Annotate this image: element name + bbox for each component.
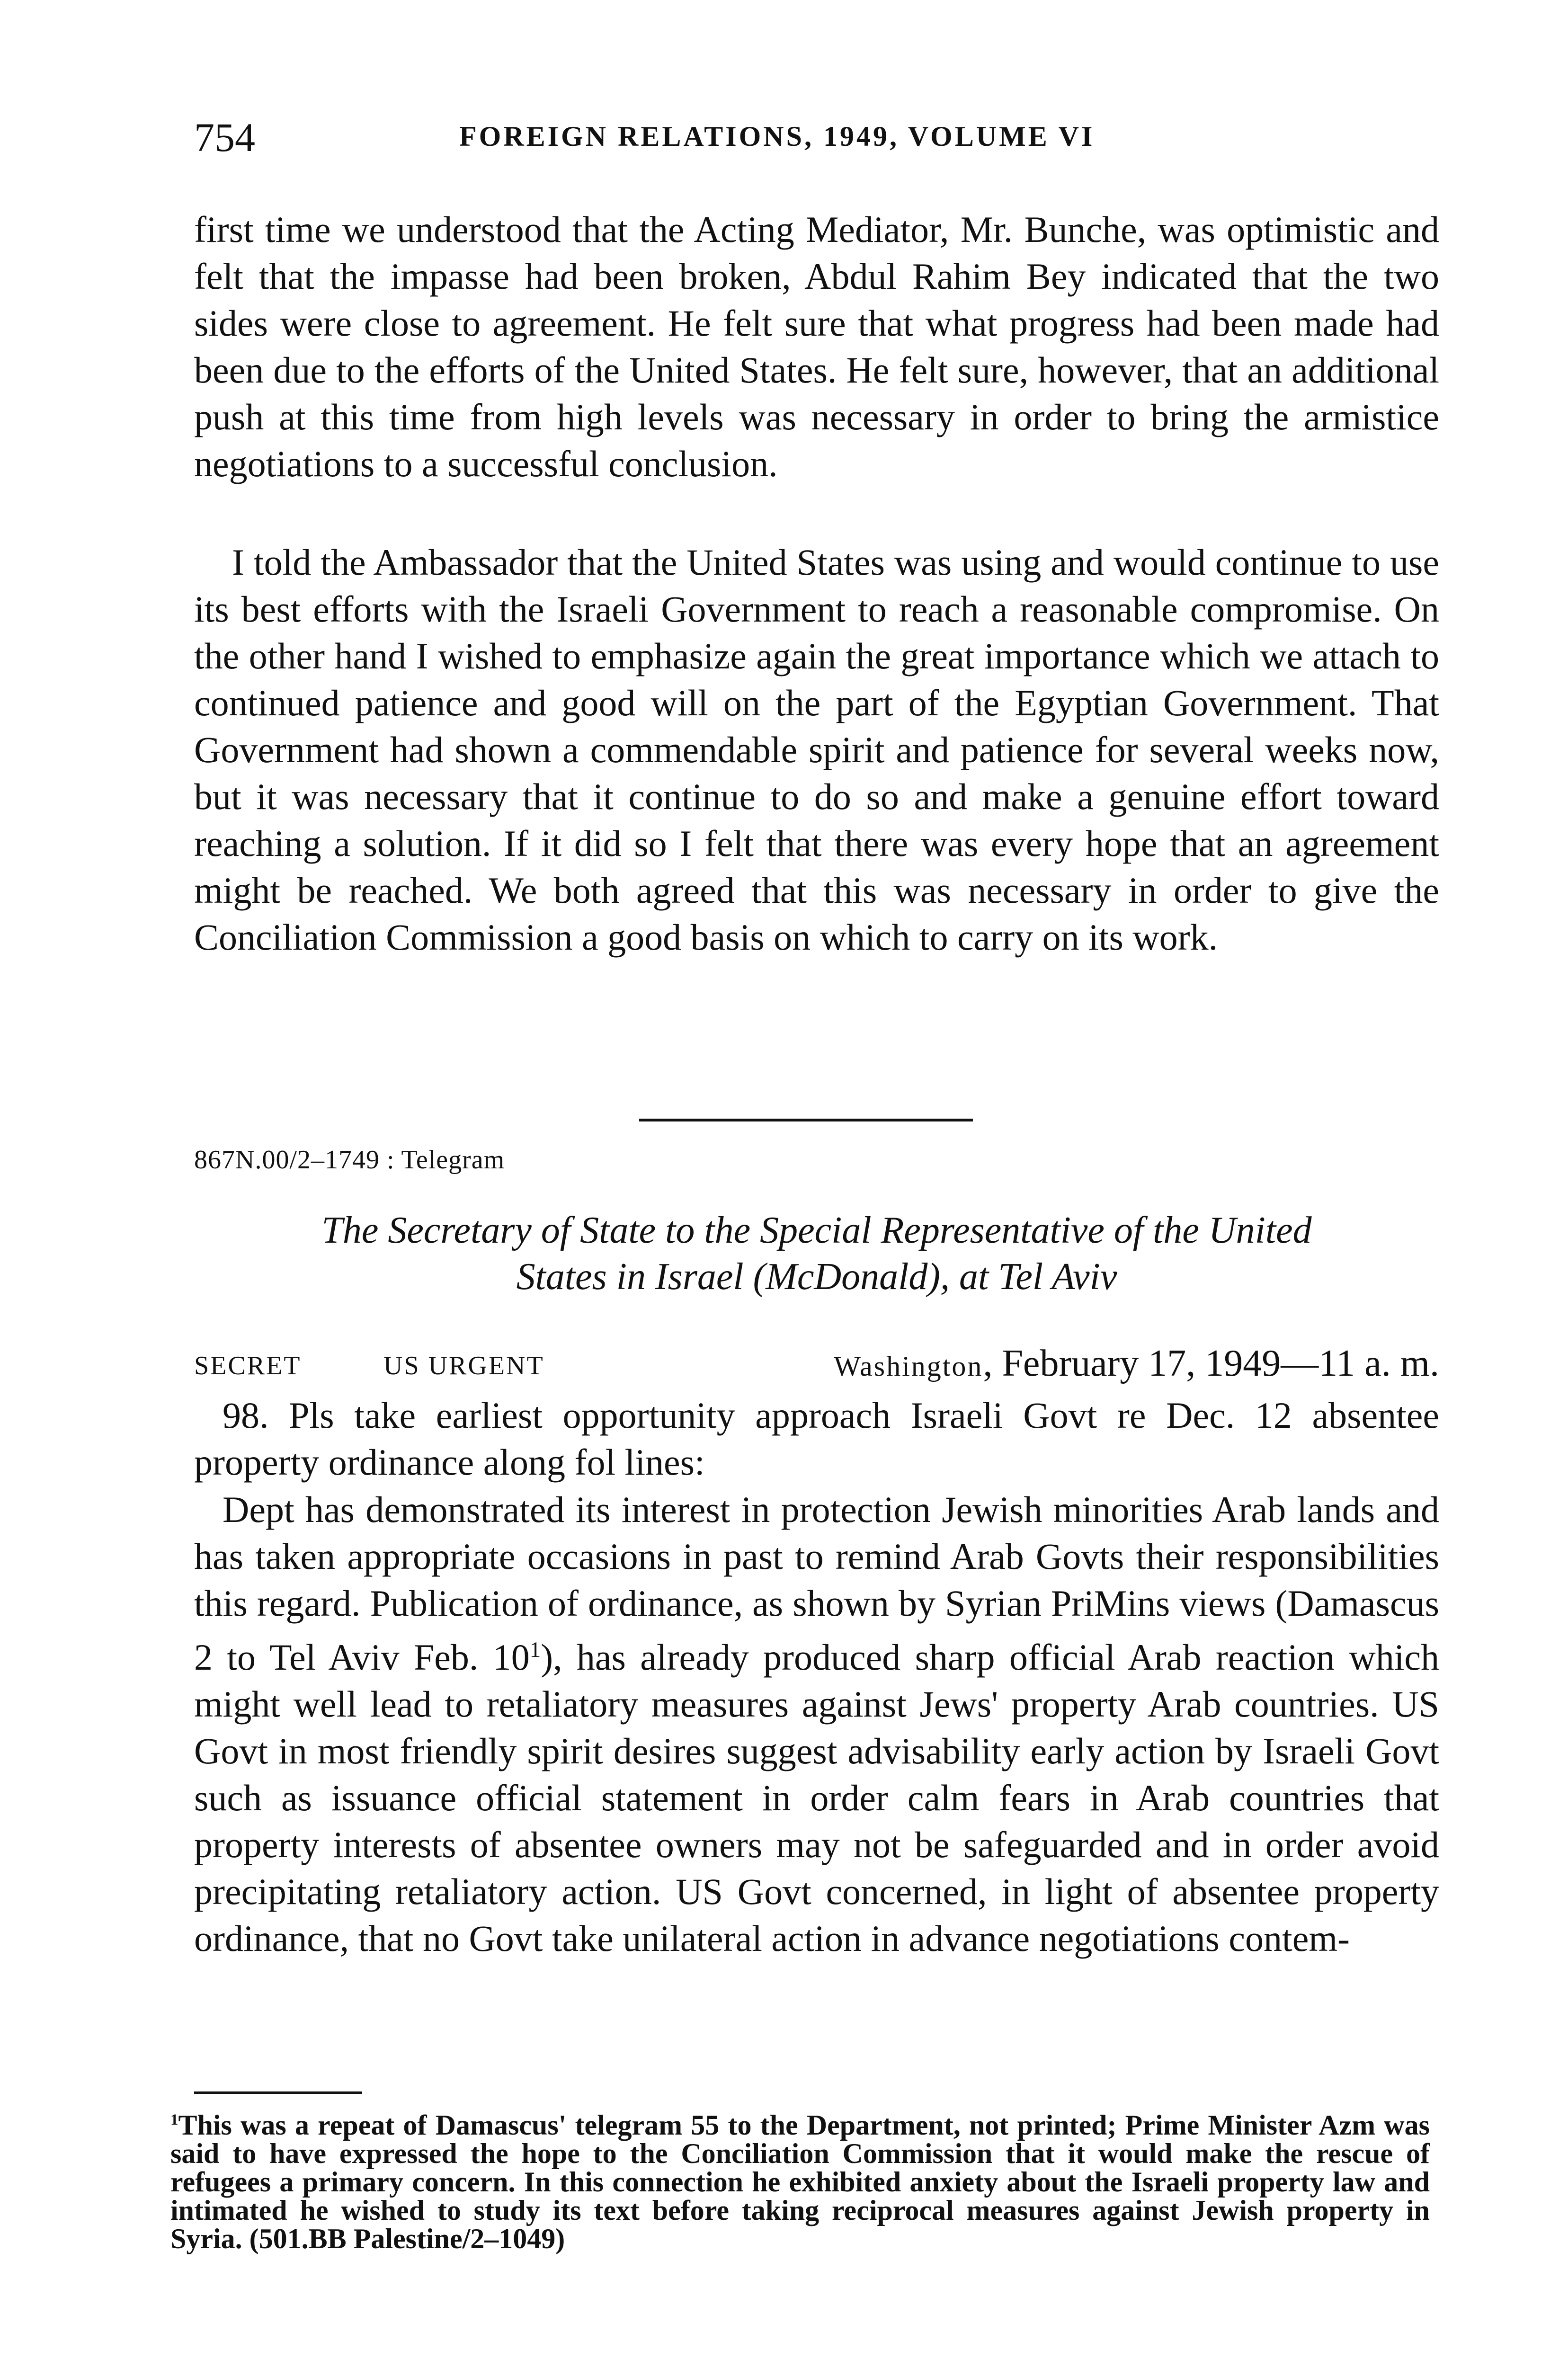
page-header <box>194 114 1373 166</box>
place-and-date <box>834 1342 1439 1385</box>
document-title-line-1: The Secretary of State to the Special Representative of the United <box>321 1210 1312 1251</box>
telegram-paragraph-2-part-1: Dept has demonstrated its interest in protection Jewish minorities Arab lands and has taken appropriate occasions in past to remind Arab Govts their responsibilities this regard. Publication of ordinance, as shown by Syrian PriMins views (Damascus 2 to Tel Aviv Feb. 10 <box>194 1489 1439 1678</box>
footnote-marker: 1 <box>170 2111 178 2128</box>
telegram-paragraph-2 <box>194 1486 1439 1962</box>
place: Washington <box>834 1351 983 1382</box>
file-reference: 867N.00/2–1749 : Telegram <box>194 1145 505 1175</box>
telegram-paragraph-1: 98. Pls take earliest opportunity approach Israeli Govt re Dec. 12 absentee property ordinance along fol lines: <box>194 1395 1439 1483</box>
continued-paragraph: first time we understood that the Acting Mediator, Mr. Bunche, was optimistic and felt that the impasse had been broken, Abdul Rahim Bey indicated that the two sides were close to agreement. He felt sure that what progress had been made had been due to the efforts of the United States. He felt sure, however, that an additional push at this time from high levels was necessary in order to bring the armistice negotiations to a successful conclusion. <box>194 209 1439 484</box>
date: , February 17, 1949—11 a. m. <box>983 1343 1439 1384</box>
page-number: 754 <box>194 115 255 160</box>
precedence-label: US URGENT <box>383 1351 544 1380</box>
footnote <box>170 2106 1430 2253</box>
dateline <box>194 1342 1439 1389</box>
document-title <box>194 1207 1439 1300</box>
footnote-reference: 1 <box>529 1637 541 1662</box>
telegram-paragraph-2-part-2: ), has already produced sharp official Arab reaction which might well lead to retaliatory measures against Jews' property Arab countries. US Govt in most friendly spirit desires suggest advisability early action by Israeli Govt such as issuance official statement in order calm fears in Arab countries that property interests of absentee owners may not be safeguarded and in order avoid precipitating retaliatory action. US Govt concerned, in light of absentee property ordinance, that no Govt take unilateral action in advance negotiations contem- <box>194 1637 1439 1959</box>
running-head: FOREIGN RELATIONS, 1949, VOLUME VI <box>459 121 1095 152</box>
section-divider <box>639 1119 973 1121</box>
footnote-rule <box>194 2091 362 2094</box>
footnote-text: This was a repeat of Damascus' telegram 55 to the Department, not printed; Prime Minister Azm was said to have expressed the hope to the Conciliation Commission that it would make the rescue of refugees a primary concern. In this connection he exhibited anxiety about the Israeli property law and intimated he wished to study its text before taking reciprocal measures against Jewish property in Syria. (501.BB Palestine/2–1049) <box>170 2109 1430 2254</box>
ambassador-paragraph: I told the Ambassador that the United States was using and would continue to use its best efforts with the Israeli Government to reach a reasonable compromise. On the other hand I wished to emphasize again the great importance which we attach to continued patience and good will on the part of the Egyptian Government. That Government had shown a commendable spirit and patience for several weeks now, but it was necessary that it continue to do so and make a genuine effort toward reaching a solution. If it did so I felt that there was every hope that an agreement might be reached. We both agreed that this was necessary in order to give the Conciliation Commission a good basis on which to carry on its work. <box>194 542 1439 958</box>
classification-label: SECRET <box>194 1351 302 1380</box>
document-title-line-2: States in Israel (McDonald), at Tel Aviv <box>516 1256 1117 1298</box>
